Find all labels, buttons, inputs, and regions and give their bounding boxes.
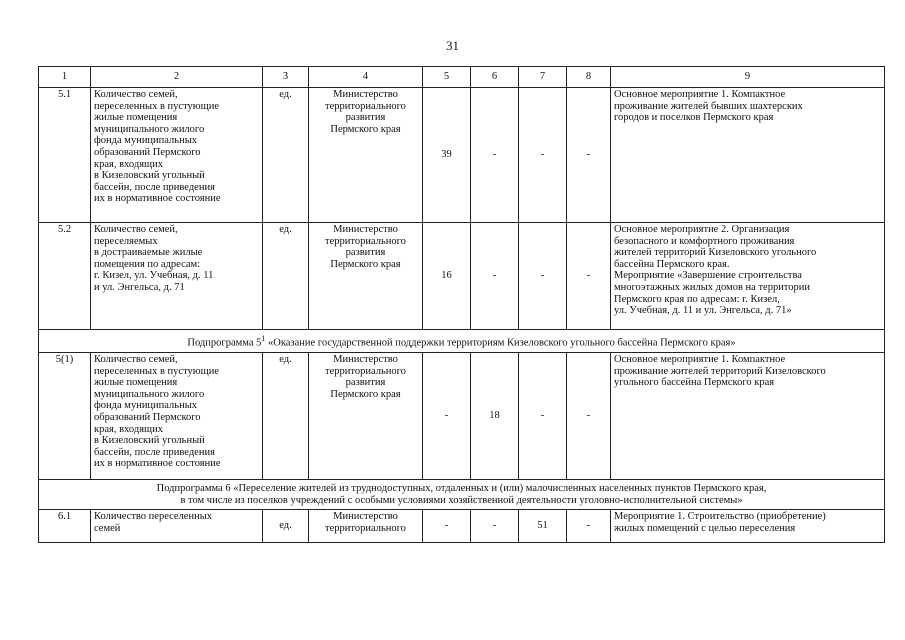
indicator-name: Количество семей, переселяемых в достраиваемые жилые помещения по адресам: г. Кизел, ул. Учебная, д. 11 и ул. Энгельса, д. 71 — [91, 223, 263, 330]
value-col7: - — [519, 223, 567, 330]
value-col5: - — [423, 353, 471, 480]
subprogram-title-text: «Оказание государственной поддержки территориям Кизеловского угольного бассейна Пермского края» — [265, 337, 736, 349]
measure-note: Основное мероприятие 1. Компактное проживание жителей бывших шахтерских городов и поселков Пермского края — [611, 88, 885, 223]
unit-cell: ед. — [263, 510, 309, 543]
header-cell: 3 — [263, 67, 309, 88]
value-col8: - — [567, 510, 611, 543]
indicator-name: Количество семей, переселенных в пустующие жилые помещения муниципального жилого фонда муниципальных образований Пермского края, входящих в Кизеловский угольный бассейн, после приведения их в нормативное состояние — [91, 88, 263, 223]
value-col6: - — [471, 510, 519, 543]
measure-note: Основное мероприятие 1. Компактное проживание жителей территорий Кизеловского угольного бассейна Пермского края — [611, 353, 885, 480]
row-number: 5.1 — [39, 88, 91, 223]
value-col5: 39 — [423, 88, 471, 223]
page-number: 31 — [446, 38, 459, 53]
row-number: 5.2 — [39, 223, 91, 330]
measure-note: Основное мероприятие 2. Организация безопасного и комфортного проживания жителей территорий Кизеловского угольного бассейна Пермского края. Мероприятие «Завершение строительства многоэтажных жилых домов на территории Пермского края по адресам: г. Кизел, ул. Учебная, д. 11 и ул. Энгельса, д. 71» — [611, 223, 885, 330]
subprogram-title-text: Подпрограмма 5 — [187, 337, 262, 349]
unit-cell: ед. — [263, 353, 309, 480]
subprogram-row — [39, 480, 885, 510]
subprogram-title — [39, 330, 885, 353]
row-number: 5(1) — [39, 353, 91, 480]
responsible-org: Министерство территориального — [309, 510, 423, 543]
header-cell: 2 — [91, 67, 263, 88]
header-cell: 9 — [611, 67, 885, 88]
header-cell: 6 — [471, 67, 519, 88]
table-row — [39, 88, 885, 223]
indicator-name: Количество семей, переселенных в пустующие жилые помещения муниципального жилого фонда муниципальных образований Пермского края, входящих в Кизеловский угольный бассейн, после приведения их в нормативное состояние — [91, 353, 263, 480]
value-col6: - — [471, 223, 519, 330]
value-col8: - — [567, 88, 611, 223]
value-col8: - — [567, 353, 611, 480]
measure-note: Мероприятие 1. Строительство (приобретение) жилых помещений с целью переселения — [611, 510, 885, 543]
indicator-name: Количество переселенных семей — [91, 510, 263, 543]
row-number: 6.1 — [39, 510, 91, 543]
table-row — [39, 353, 885, 480]
subprogram-row — [39, 330, 885, 353]
unit-cell: ед. — [263, 88, 309, 223]
value-col5: - — [423, 510, 471, 543]
header-cell: 8 — [567, 67, 611, 88]
subprogram-superscript: 1 — [261, 334, 266, 343]
header-cell: 1 — [39, 67, 91, 88]
header-cell: 5 — [423, 67, 471, 88]
indicators-table — [38, 66, 885, 543]
unit-cell: ед. — [263, 223, 309, 330]
responsible-org: Министерство территориального развития Пермского края — [309, 223, 423, 330]
subprogram-title — [39, 480, 885, 510]
header-row — [39, 67, 885, 88]
value-col6: 18 — [471, 353, 519, 480]
value-col7: - — [519, 88, 567, 223]
header-cell: 7 — [519, 67, 567, 88]
value-col8: - — [567, 223, 611, 330]
value-col7: 51 — [519, 510, 567, 543]
header-cell: 4 — [309, 67, 423, 88]
value-col7: - — [519, 353, 567, 480]
table-row — [39, 510, 885, 543]
value-col5: 16 — [423, 223, 471, 330]
subprogram-title-text: Подпрограмма 6 «Переселение жителей из труднодоступных, отдаленных и (или) малочисленных населенных пунктов Пермского края, в том числе из поселков учреждений с особыми условиями хозяйственной деятельности уголовно-исполнительной системы» — [156, 483, 767, 506]
responsible-org: Министерство территориального развития Пермского края — [309, 353, 423, 480]
responsible-org: Министерство территориального развития Пермского края — [309, 88, 423, 223]
value-col6: - — [471, 88, 519, 223]
table-row — [39, 223, 885, 330]
